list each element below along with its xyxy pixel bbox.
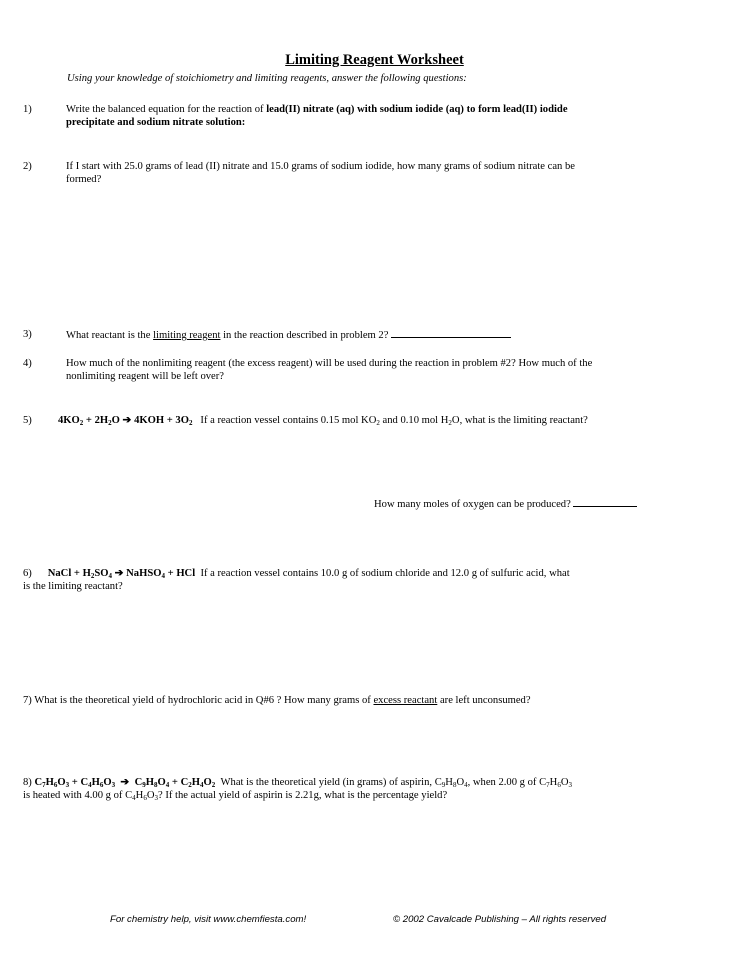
question-7-before: 7) What is the theoretical yield of hydrochloric acid in Q#6 ? How many grams of [23,695,374,706]
question-4-text [66,357,686,383]
question-1-bold-1: lead(II) nitrate (aq) with sodium iodide (aq) to form lead(II) iodide [266,104,568,115]
instructions: Using your knowledge of stoichiometry and limiting reagents, answer the following questions: [67,73,467,84]
answer-blank-5[interactable] [573,497,637,507]
question-6-number: 6) [23,568,32,579]
question-3-before: What reactant is the [66,330,154,341]
footer-copyright: © 2002 Cavalcade Publishing – All rights reserved [393,914,607,925]
question-3-number: 3) [23,329,32,340]
question-8-equation: $C_7H_6O_3 + C_4H_6O_3$ ➔ $C_9H_8O_4 + C_2H_4O_2$ [34,777,216,789]
question-5-text [58,414,738,427]
question-5-equation: $4KO_2 + 2H_2O$ ➔ $4KOH + 3O_2$ [58,415,193,427]
question-2-text [66,160,686,186]
question-5-followup-text: How many moles of oxygen can be produced? [374,499,574,510]
question-8-line-2: is heated with 4.00 g of $C_4H_6O_3$? If the actual yield of aspirin is 2.21g, what is the percentage yield? [23,790,448,802]
question-2-line-1: If I start with 25.0 grams of lead (II) nitrate and 15.0 grams of sodium iodide, how many grams of sodium nitrate can be [66,161,575,172]
question-4-number: 4) [23,358,32,369]
question-1-number: 1) [23,104,32,115]
question-2-line-2: formed? [66,174,102,185]
page-title: Limiting Reagent Worksheet [285,52,464,68]
question-6-line-1: If a reaction vessel contains 10.0 g of sodium chloride and 12.0 g of sulfuric acid, what [200,568,570,579]
question-5-prompt: If a reaction vessel contains 0.15 mol $KO_2$ and 0.10 mol $H_2O$, what is the limiting reactant? [200,415,588,427]
limiting-reagent-term: limiting reagent [153,330,221,341]
question-1-prefix: Write the balanced equation for the reaction of [66,104,267,115]
question-6-line-2: is the limiting reactant? [23,581,123,592]
question-4-line-2: nonlimiting reagent will be left over? [66,371,224,382]
excess-reactant-term: excess reactant [373,695,438,706]
question-8-prompt: What is the theoretical yield (in grams) of aspirin, $C_9H_8O_4$, when 2.00 g of $C_7H_6O_3$ [220,777,572,789]
question-7-text [23,694,723,707]
question-5-number: 5) [23,415,32,426]
question-3-after: in the reaction described in problem 2? [220,330,392,341]
footer-help-link[interactable]: For chemistry help, visit www.chemfiesta.com! [110,914,307,925]
question-8-text [23,776,733,802]
question-3-text [66,328,686,342]
question-6-text [23,567,713,593]
answer-blank-3[interactable] [391,328,511,338]
question-5-followup [374,497,637,511]
question-6-equation: NaCl + $H_2SO_4$ ➔ NaHSO$_4$ + HCl [47,568,196,580]
question-2-number: 2) [23,161,32,172]
question-1-text [66,103,686,129]
question-1-bold-2: precipitate and sodium nitrate solution: [66,117,246,128]
question-4-line-1: How much of the nonlimiting reagent (the excess reagent) will be used during the reaction in problem #2? How much of the [66,358,593,369]
question-7-after: are left unconsumed? [437,695,531,706]
question-8-number: 8) [23,777,32,788]
